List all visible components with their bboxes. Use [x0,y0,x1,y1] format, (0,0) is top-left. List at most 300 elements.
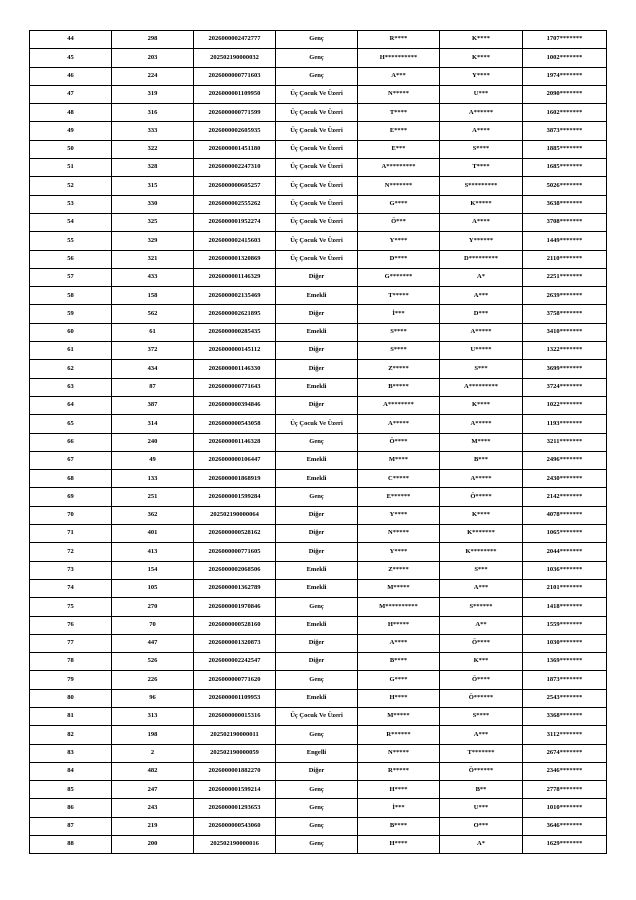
category-cell: Genç [276,49,358,67]
category-cell: Diğer [276,342,358,360]
reference-number-cell: 2026000001146330 [194,360,276,378]
row-number-cell: 44 [30,31,112,49]
application-number-cell: 328 [112,159,194,177]
row-number-cell: 62 [30,360,112,378]
table-row [30,598,607,616]
table-row [30,49,607,67]
category-cell: Üç Çocuk Ve Üzeri [276,232,358,250]
id-number-masked-cell: 3699******* [523,360,607,378]
category-cell: Üç Çocuk Ve Üzeri [276,707,358,725]
reference-number-cell: 2026000002415603 [194,232,276,250]
reference-number-cell: 202502190000016 [194,836,276,854]
id-number-masked-cell: 2044******* [523,543,607,561]
reference-number-cell: 2026000001362789 [194,579,276,597]
application-number-cell: 372 [112,342,194,360]
last-name-masked-cell: S*** [440,561,523,579]
reference-number-cell: 2026000001320873 [194,634,276,652]
id-number-masked-cell: 1974******* [523,67,607,85]
application-number-cell: 330 [112,195,194,213]
first-name-masked-cell: E*** [358,140,440,158]
last-name-masked-cell: S**** [440,140,523,158]
category-cell: Emekli [276,323,358,341]
application-number-cell: 298 [112,31,194,49]
application-number-cell: 198 [112,726,194,744]
last-name-masked-cell: S**** [440,707,523,725]
first-name-masked-cell: N***** [358,525,440,543]
row-number-cell: 60 [30,323,112,341]
first-name-masked-cell: H**** [358,689,440,707]
application-number-cell: 270 [112,598,194,616]
row-number-cell: 50 [30,140,112,158]
reference-number-cell: 2026000001320869 [194,250,276,268]
last-name-masked-cell: U***** [440,342,523,360]
first-name-masked-cell: Ö*** [358,213,440,231]
last-name-masked-cell: A*** [440,287,523,305]
reference-number-cell: 2026000002242547 [194,653,276,671]
application-number-cell: 413 [112,543,194,561]
table-row [30,707,607,725]
category-cell: Genç [276,817,358,835]
first-name-masked-cell: İ*** [358,305,440,323]
id-number-masked-cell: 5026******* [523,177,607,195]
id-number-masked-cell: 1030******* [523,634,607,652]
id-number-masked-cell: 3638******* [523,195,607,213]
id-number-masked-cell: 1559******* [523,616,607,634]
reference-number-cell: 2026000000106447 [194,451,276,469]
reference-number-cell: 2026000000394846 [194,396,276,414]
row-number-cell: 79 [30,671,112,689]
row-number-cell: 86 [30,799,112,817]
first-name-masked-cell: B**** [358,653,440,671]
category-cell: Diğer [276,268,358,286]
id-number-masked-cell: 2674******* [523,744,607,762]
last-name-masked-cell: S********* [440,177,523,195]
last-name-masked-cell: S****** [440,598,523,616]
last-name-masked-cell: A* [440,836,523,854]
last-name-masked-cell: D********* [440,250,523,268]
last-name-masked-cell: A***** [440,323,523,341]
table-row [30,488,607,506]
reference-number-cell: 2026000000285435 [194,323,276,341]
reference-number-cell: 2026000002247310 [194,159,276,177]
reference-number-cell: 202502190000011 [194,726,276,744]
row-number-cell: 56 [30,250,112,268]
category-cell: Diğer [276,305,358,323]
application-number-cell: 158 [112,287,194,305]
last-name-masked-cell: A*** [440,726,523,744]
category-cell: Genç [276,31,358,49]
id-number-masked-cell: 1449******* [523,232,607,250]
first-name-masked-cell: C***** [358,470,440,488]
table-row [30,781,607,799]
first-name-masked-cell: A***** [358,415,440,433]
row-number-cell: 88 [30,836,112,854]
first-name-masked-cell: T**** [358,104,440,122]
id-number-masked-cell: 3758******* [523,305,607,323]
first-name-masked-cell: M***** [358,707,440,725]
last-name-masked-cell: A********* [440,378,523,396]
reference-number-cell: 202502190000059 [194,744,276,762]
reference-number-cell: 2026000000543058 [194,415,276,433]
table-row [30,415,607,433]
table-row [30,579,607,597]
table-row [30,799,607,817]
id-number-masked-cell: 1010******* [523,799,607,817]
id-number-masked-cell: 3410******* [523,323,607,341]
table-row [30,287,607,305]
last-name-masked-cell: T******* [440,744,523,762]
table-row [30,744,607,762]
last-name-masked-cell: A***** [440,415,523,433]
application-number-cell: 133 [112,470,194,488]
table-row [30,213,607,231]
table-row [30,305,607,323]
first-name-masked-cell: Z***** [358,561,440,579]
table-row [30,360,607,378]
id-number-masked-cell: 1065******* [523,525,607,543]
table-row [30,817,607,835]
table-row [30,140,607,158]
first-name-masked-cell: D**** [358,250,440,268]
row-number-cell: 77 [30,634,112,652]
id-number-masked-cell: 3112******* [523,726,607,744]
first-name-masked-cell: H***** [358,616,440,634]
table-row [30,232,607,250]
id-number-masked-cell: 2251******* [523,268,607,286]
first-name-masked-cell: R****** [358,726,440,744]
last-name-masked-cell: A**** [440,122,523,140]
category-cell: Üç Çocuk Ve Üzeri [276,140,358,158]
category-cell: Üç Çocuk Ve Üzeri [276,250,358,268]
reference-number-cell: 202502190000032 [194,49,276,67]
category-cell: Üç Çocuk Ve Üzeri [276,159,358,177]
first-name-masked-cell: G******* [358,268,440,286]
id-number-masked-cell: 3646******* [523,817,607,835]
table-row [30,616,607,634]
id-number-masked-cell: 1885******* [523,140,607,158]
reference-number-cell: 2026000001868919 [194,470,276,488]
reference-number-cell: 2026000001146329 [194,268,276,286]
first-name-masked-cell: G**** [358,671,440,689]
category-cell: Üç Çocuk Ve Üzeri [276,195,358,213]
table-row [30,67,607,85]
first-name-masked-cell: E****** [358,488,440,506]
row-number-cell: 48 [30,104,112,122]
reference-number-cell: 2026000001952274 [194,213,276,231]
application-number-cell: 329 [112,232,194,250]
last-name-masked-cell: Ö**** [440,634,523,652]
table-row [30,177,607,195]
application-number-cell: 105 [112,579,194,597]
id-number-masked-cell: 2639******* [523,287,607,305]
row-number-cell: 66 [30,433,112,451]
table-row [30,653,607,671]
reference-number-cell: 2026000000528160 [194,616,276,634]
last-name-masked-cell: A****** [440,104,523,122]
first-name-masked-cell: N******* [358,177,440,195]
first-name-masked-cell: S**** [358,342,440,360]
last-name-masked-cell: K******* [440,525,523,543]
last-name-masked-cell: Y**** [440,67,523,85]
category-cell: Emekli [276,451,358,469]
first-name-masked-cell: Y**** [358,506,440,524]
id-number-masked-cell: 1602******* [523,104,607,122]
first-name-masked-cell: Y**** [358,232,440,250]
category-cell: Genç [276,781,358,799]
category-cell: Emekli [276,287,358,305]
last-name-masked-cell: U*** [440,85,523,103]
category-cell: Diğer [276,360,358,378]
table-row [30,470,607,488]
id-number-masked-cell: 1873******* [523,671,607,689]
application-number-cell: 387 [112,396,194,414]
row-number-cell: 82 [30,726,112,744]
category-cell: Emekli [276,470,358,488]
reference-number-cell: 2026000000771620 [194,671,276,689]
table-row [30,104,607,122]
row-number-cell: 75 [30,598,112,616]
reference-number-cell: 2026000001599214 [194,781,276,799]
last-name-masked-cell: K******** [440,543,523,561]
first-name-masked-cell: A*** [358,67,440,85]
row-number-cell: 67 [30,451,112,469]
application-number-cell: 243 [112,799,194,817]
first-name-masked-cell: M********** [358,598,440,616]
reference-number-cell: 2026000000543060 [194,817,276,835]
row-number-cell: 78 [30,653,112,671]
id-number-masked-cell: 3368******* [523,707,607,725]
id-number-masked-cell: 1193******* [523,415,607,433]
last-name-masked-cell: B*** [440,451,523,469]
reference-number-cell: 2026000000605257 [194,177,276,195]
first-name-masked-cell: B***** [358,378,440,396]
application-number-cell: 401 [112,525,194,543]
results-table [29,30,607,854]
category-cell: Genç [276,671,358,689]
row-number-cell: 61 [30,342,112,360]
category-cell: Diğer [276,653,358,671]
reference-number-cell: 2026000002068506 [194,561,276,579]
last-name-masked-cell: A** [440,616,523,634]
id-number-masked-cell: 1369******* [523,653,607,671]
application-number-cell: 203 [112,49,194,67]
table-row [30,634,607,652]
application-number-cell: 447 [112,634,194,652]
table-row [30,543,607,561]
category-cell: Emekli [276,616,358,634]
table-row [30,689,607,707]
row-number-cell: 83 [30,744,112,762]
application-number-cell: 434 [112,360,194,378]
table-row [30,525,607,543]
id-number-masked-cell: 2430******* [523,470,607,488]
table-row [30,671,607,689]
first-name-masked-cell: G**** [358,195,440,213]
table-row [30,726,607,744]
table-row [30,323,607,341]
application-number-cell: 96 [112,689,194,707]
category-cell: Diğer [276,634,358,652]
row-number-cell: 46 [30,67,112,85]
application-number-cell: 2 [112,744,194,762]
application-number-cell: 61 [112,323,194,341]
category-cell: Emekli [276,689,358,707]
application-number-cell: 219 [112,817,194,835]
row-number-cell: 73 [30,561,112,579]
reference-number-cell: 2026000001109950 [194,85,276,103]
row-number-cell: 81 [30,707,112,725]
table-row [30,451,607,469]
table-row [30,836,607,854]
application-number-cell: 325 [112,213,194,231]
row-number-cell: 53 [30,195,112,213]
application-number-cell: 224 [112,67,194,85]
reference-number-cell: 2026000001882270 [194,762,276,780]
table-row [30,122,607,140]
reference-number-cell: 2026000001451180 [194,140,276,158]
id-number-masked-cell: 1002******* [523,49,607,67]
last-name-masked-cell: Ö**** [440,671,523,689]
id-number-masked-cell: 1036******* [523,561,607,579]
application-number-cell: 251 [112,488,194,506]
row-number-cell: 71 [30,525,112,543]
application-number-cell: 433 [112,268,194,286]
reference-number-cell: 2026000000771605 [194,543,276,561]
row-number-cell: 63 [30,378,112,396]
application-number-cell: 526 [112,653,194,671]
last-name-masked-cell: A* [440,268,523,286]
application-number-cell: 200 [112,836,194,854]
last-name-masked-cell: K**** [440,31,523,49]
id-number-masked-cell: 1022******* [523,396,607,414]
reference-number-cell: 2026000001970846 [194,598,276,616]
last-name-masked-cell: A*** [440,579,523,597]
last-name-masked-cell: S*** [440,360,523,378]
last-name-masked-cell: K**** [440,506,523,524]
id-number-masked-cell: 2110******* [523,250,607,268]
category-cell: Genç [276,726,358,744]
id-number-masked-cell: 1322******* [523,342,607,360]
application-number-cell: 321 [112,250,194,268]
first-name-masked-cell: B**** [358,817,440,835]
first-name-masked-cell: R**** [358,31,440,49]
application-number-cell: 247 [112,781,194,799]
category-cell: Diğer [276,525,358,543]
first-name-masked-cell: H********** [358,49,440,67]
id-number-masked-cell: 2346******* [523,762,607,780]
application-number-cell: 562 [112,305,194,323]
category-cell: Emekli [276,378,358,396]
row-number-cell: 49 [30,122,112,140]
application-number-cell: 333 [112,122,194,140]
row-number-cell: 57 [30,268,112,286]
row-number-cell: 72 [30,543,112,561]
row-number-cell: 47 [30,85,112,103]
first-name-masked-cell: R***** [358,762,440,780]
last-name-masked-cell: K***** [440,195,523,213]
application-number-cell: 70 [112,616,194,634]
id-number-masked-cell: 3211******* [523,433,607,451]
id-number-masked-cell: 4078******* [523,506,607,524]
last-name-masked-cell: Ö****** [440,762,523,780]
table-row [30,762,607,780]
table-row [30,396,607,414]
id-number-masked-cell: 1629******* [523,836,607,854]
application-number-cell: 154 [112,561,194,579]
last-name-masked-cell: Ö***** [440,488,523,506]
row-number-cell: 68 [30,470,112,488]
row-number-cell: 55 [30,232,112,250]
reference-number-cell: 2026000002605935 [194,122,276,140]
id-number-masked-cell: 1707******* [523,31,607,49]
last-name-masked-cell: D*** [440,305,523,323]
category-cell: Üç Çocuk Ve Üzeri [276,213,358,231]
row-number-cell: 85 [30,781,112,799]
id-number-masked-cell: 2496******* [523,451,607,469]
row-number-cell: 76 [30,616,112,634]
id-number-masked-cell: 2142******* [523,488,607,506]
first-name-masked-cell: Z***** [358,360,440,378]
reference-number-cell: 2026000002621895 [194,305,276,323]
reference-number-cell: 2026000000015316 [194,707,276,725]
last-name-masked-cell: Y****** [440,232,523,250]
category-cell: Diğer [276,506,358,524]
table-row [30,250,607,268]
reference-number-cell: 2026000001109953 [194,689,276,707]
first-name-masked-cell: N***** [358,744,440,762]
last-name-masked-cell: K*** [440,653,523,671]
table-row [30,378,607,396]
reference-number-cell: 2026000002555262 [194,195,276,213]
application-number-cell: 314 [112,415,194,433]
row-number-cell: 69 [30,488,112,506]
category-cell: Diğer [276,762,358,780]
category-cell: Üç Çocuk Ve Üzeri [276,85,358,103]
category-cell: Genç [276,836,358,854]
reference-number-cell: 2026000000771643 [194,378,276,396]
reference-number-cell: 2026000001293653 [194,799,276,817]
last-name-masked-cell: T**** [440,159,523,177]
row-number-cell: 70 [30,506,112,524]
row-number-cell: 87 [30,817,112,835]
row-number-cell: 64 [30,396,112,414]
category-cell: Üç Çocuk Ve Üzeri [276,415,358,433]
category-cell: Diğer [276,396,358,414]
row-number-cell: 65 [30,415,112,433]
category-cell: Genç [276,598,358,616]
category-cell: Emekli [276,561,358,579]
table-row [30,561,607,579]
first-name-masked-cell: İ*** [358,799,440,817]
reference-number-cell: 2026000000771603 [194,67,276,85]
first-name-masked-cell: H**** [358,781,440,799]
table-row [30,159,607,177]
table-row [30,342,607,360]
application-number-cell: 87 [112,378,194,396]
category-cell: Genç [276,67,358,85]
id-number-masked-cell: 3708******* [523,213,607,231]
reference-number-cell: 2026000000771599 [194,104,276,122]
reference-number-cell: 2026000002472777 [194,31,276,49]
category-cell: Üç Çocuk Ve Üzeri [276,177,358,195]
category-cell: Genç [276,433,358,451]
last-name-masked-cell: Ö****** [440,689,523,707]
table-row [30,195,607,213]
table-row [30,433,607,451]
row-number-cell: 84 [30,762,112,780]
reference-number-cell: 2026000000145112 [194,342,276,360]
category-cell: Üç Çocuk Ve Üzeri [276,104,358,122]
